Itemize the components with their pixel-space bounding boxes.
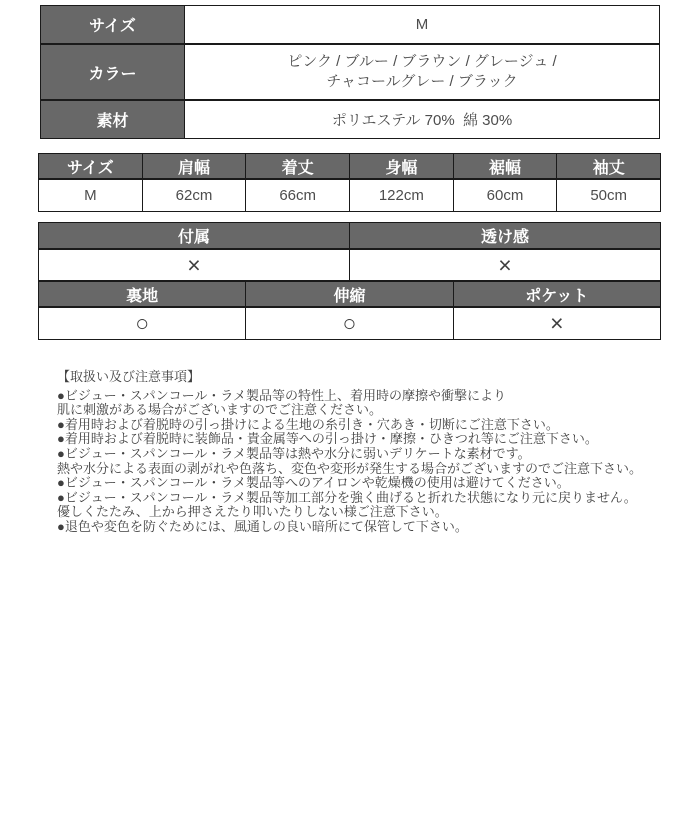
feature-table-top <box>38 222 661 281</box>
spec-row-size <box>41 6 659 43</box>
feature-header-pocket: ポケット <box>453 282 660 306</box>
measure-header-size: サイズ <box>39 154 142 178</box>
feature-bottom-value-row <box>39 306 660 339</box>
handling-notes <box>57 370 667 535</box>
note-line: 優しくたたみ、上から押さえたり叩いたりしない様ご注意下さい。 <box>57 504 448 520</box>
spec-row-material <box>41 99 659 138</box>
measurement-value-row <box>39 178 660 211</box>
measurement-header-row <box>39 154 660 178</box>
note-line: ●着用時および着脱時の引っ掛けによる生地の糸引き・穴あき・切断にご注意下さい。 <box>57 416 559 432</box>
feature-top-value-row <box>39 248 660 280</box>
measure-value-shoulder: 62cm <box>142 180 246 211</box>
product-spec-table <box>40 5 660 139</box>
feature-value-pocket: × <box>453 308 660 339</box>
note-line: ●ビジュー・スパンコール・ラメ製品等の特性上、着用時の摩擦や衝撃により <box>57 387 506 403</box>
feature-value-lining: ○ <box>135 310 150 336</box>
color-label-cell: カラー <box>41 45 184 99</box>
note-line: 肌に刺激がある場合がございますのでご注意ください。 <box>57 402 383 418</box>
material-label-cell: 素材 <box>41 101 184 138</box>
feature-value-accessory: × <box>187 251 201 278</box>
measure-value-size: M <box>84 187 97 204</box>
feature-header-lining: 裏地 <box>39 282 245 306</box>
feature-value-stretch: ○ <box>245 308 452 339</box>
size-label-cell: サイズ <box>41 6 184 43</box>
note-line: ●ビジュー・スパンコール・ラメ製品等は熱や水分に弱いデリケートな素材です。 <box>57 445 531 461</box>
feature-header-accessory: 付属 <box>39 223 349 248</box>
feature-value-sheerness: × <box>349 250 660 280</box>
color-value-line-1: ピンク / ブルー / ブラウン / グレージュ / <box>287 53 557 70</box>
note-line: ●ビジュー・スパンコール・ラメ製品等加工部分を強く曲げると折れた状態になり元に戻りません。 <box>57 489 637 505</box>
feature-header-sheerness: 透け感 <box>349 223 660 248</box>
measure-header-sleeve: 袖丈 <box>556 154 660 178</box>
measure-header-length: 着丈 <box>245 154 349 178</box>
color-value-line-2: チャコールグレー / ブラック <box>326 73 518 90</box>
note-line: ●着用時および着脱時に装飾品・貴金属等への引っ掛け・摩擦・ひきつれ等にご注意下さい。 <box>57 431 598 447</box>
spec-row-color <box>41 43 659 99</box>
handling-notes-title: 【取扱い及び注意事項】 <box>57 369 201 384</box>
feature-bottom-header-row <box>39 282 660 306</box>
measure-value-length: 66cm <box>245 180 349 211</box>
note-line: 熱や水分による表面の剥がれや色落ち、変色や変形が発生する場合がございますのでご注意下さい。 <box>57 460 643 476</box>
feature-table-bottom <box>38 281 661 340</box>
measure-value-body-width: 122cm <box>349 180 453 211</box>
measure-value-sleeve: 50cm <box>556 180 660 211</box>
feature-top-header-row <box>39 223 660 248</box>
color-value-cell <box>184 45 659 99</box>
note-line: ●ビジュー・スパンコール・ラメ製品等へのアイロンや乾燥機の使用は避けてください。 <box>57 475 570 491</box>
measurement-table <box>38 153 661 212</box>
measure-header-shoulder: 肩幅 <box>142 154 246 178</box>
measure-header-hem-width: 裾幅 <box>453 154 557 178</box>
measure-value-hem-width: 60cm <box>453 180 557 211</box>
size-value-cell: M <box>184 6 659 43</box>
material-value-cell: ポリエステル 70% 綿 30% <box>184 101 659 138</box>
measure-header-body-width: 身幅 <box>349 154 453 178</box>
note-line: ●退色や変色を防ぐためには、風通しの良い暗所にて保管して下さい。 <box>57 518 468 534</box>
feature-header-stretch: 伸縮 <box>245 282 452 306</box>
